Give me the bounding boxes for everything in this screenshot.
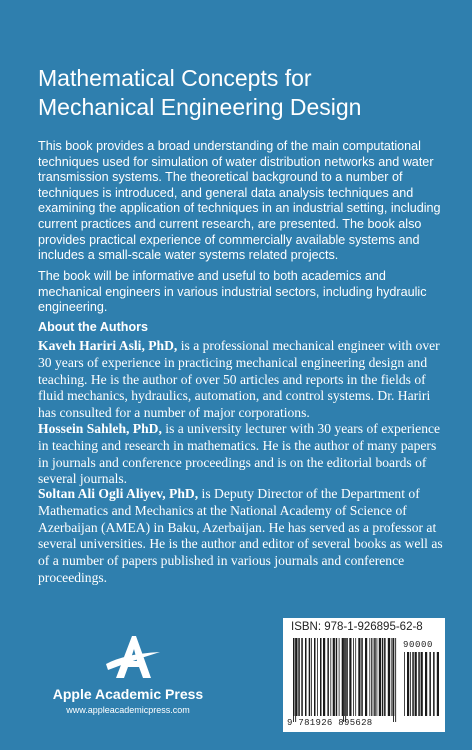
- book-title: [38, 64, 458, 122]
- apple-academic-press-logo-icon: [104, 634, 164, 682]
- publisher-url: www.appleacademicpress.com: [66, 705, 190, 715]
- author-name-1: Kaveh Hariri Asli, PhD,: [38, 338, 178, 353]
- title-line-1: Mathematical Concepts for: [38, 65, 312, 91]
- author-text-2: is a university lecturer with 30 years of experience in teaching and research in mathematics. He is the author of many papers in journals and conference proceedings and is on the editorial boards of several journals.: [38, 421, 441, 487]
- author-name-3: Soltan Ali Ogli Aliyev, PhD,: [38, 486, 199, 501]
- author-text-3: is Deputy Director of the Department of Mathematics and Mechanics at the National Academy of Science of Azerbaijan (AMEA) in Baku, Azerbaijan. He has served as a professor at several universities. He is the author and editor of several books as well as of a number of papers published in various journals and conference proceedings.: [38, 486, 443, 585]
- about-authors-heading: About the Authors: [38, 320, 149, 334]
- barcode-addon-digits: 90000: [403, 640, 434, 650]
- author-name-2: Hossein Sahleh, PhD,: [38, 421, 162, 436]
- publisher-name: Apple Academic Press: [52, 686, 204, 702]
- author-bio-2: [38, 421, 448, 488]
- title-line-2: Mechanical Engineering Design: [38, 94, 362, 120]
- barcode-digits: 9 781926 895628: [287, 718, 373, 728]
- barcode-panel: [283, 618, 445, 732]
- author-text-1: is a professional mechanical engineer with over 30 years of experience in practicing mechanical engineering design and teaching. He is the author of over 50 articles and reports in the fields of fluid mechanics, hydraulics, automation, and control systems. Dr. Hariri has consulted for a number of major corporations.: [38, 338, 440, 421]
- barcode-icon: [283, 618, 445, 732]
- author-bio-3: [38, 486, 448, 587]
- description-paragraph-2: The book will be informative and useful to both academics and mechanical engineers in various industrial sectors, including hydraulic engineering.: [38, 269, 427, 315]
- author-bio-1: [38, 338, 448, 422]
- isbn-label: ISBN: 978-1-926895-62-8: [291, 621, 423, 633]
- description-paragraph-1: This book provides a broad understanding of the main computational techniques used for simulation of water distribution networks and water transmission systems. The theoretical background to a number of techniques is introduced, and general data analysis techniques and examining the application of techniques in an industrial setting, including current practices and current research, are presented. The book also provides practical experience of commercially available systems and includes a small-scale water systems related projects.: [38, 139, 441, 263]
- publisher-logo: [38, 634, 218, 734]
